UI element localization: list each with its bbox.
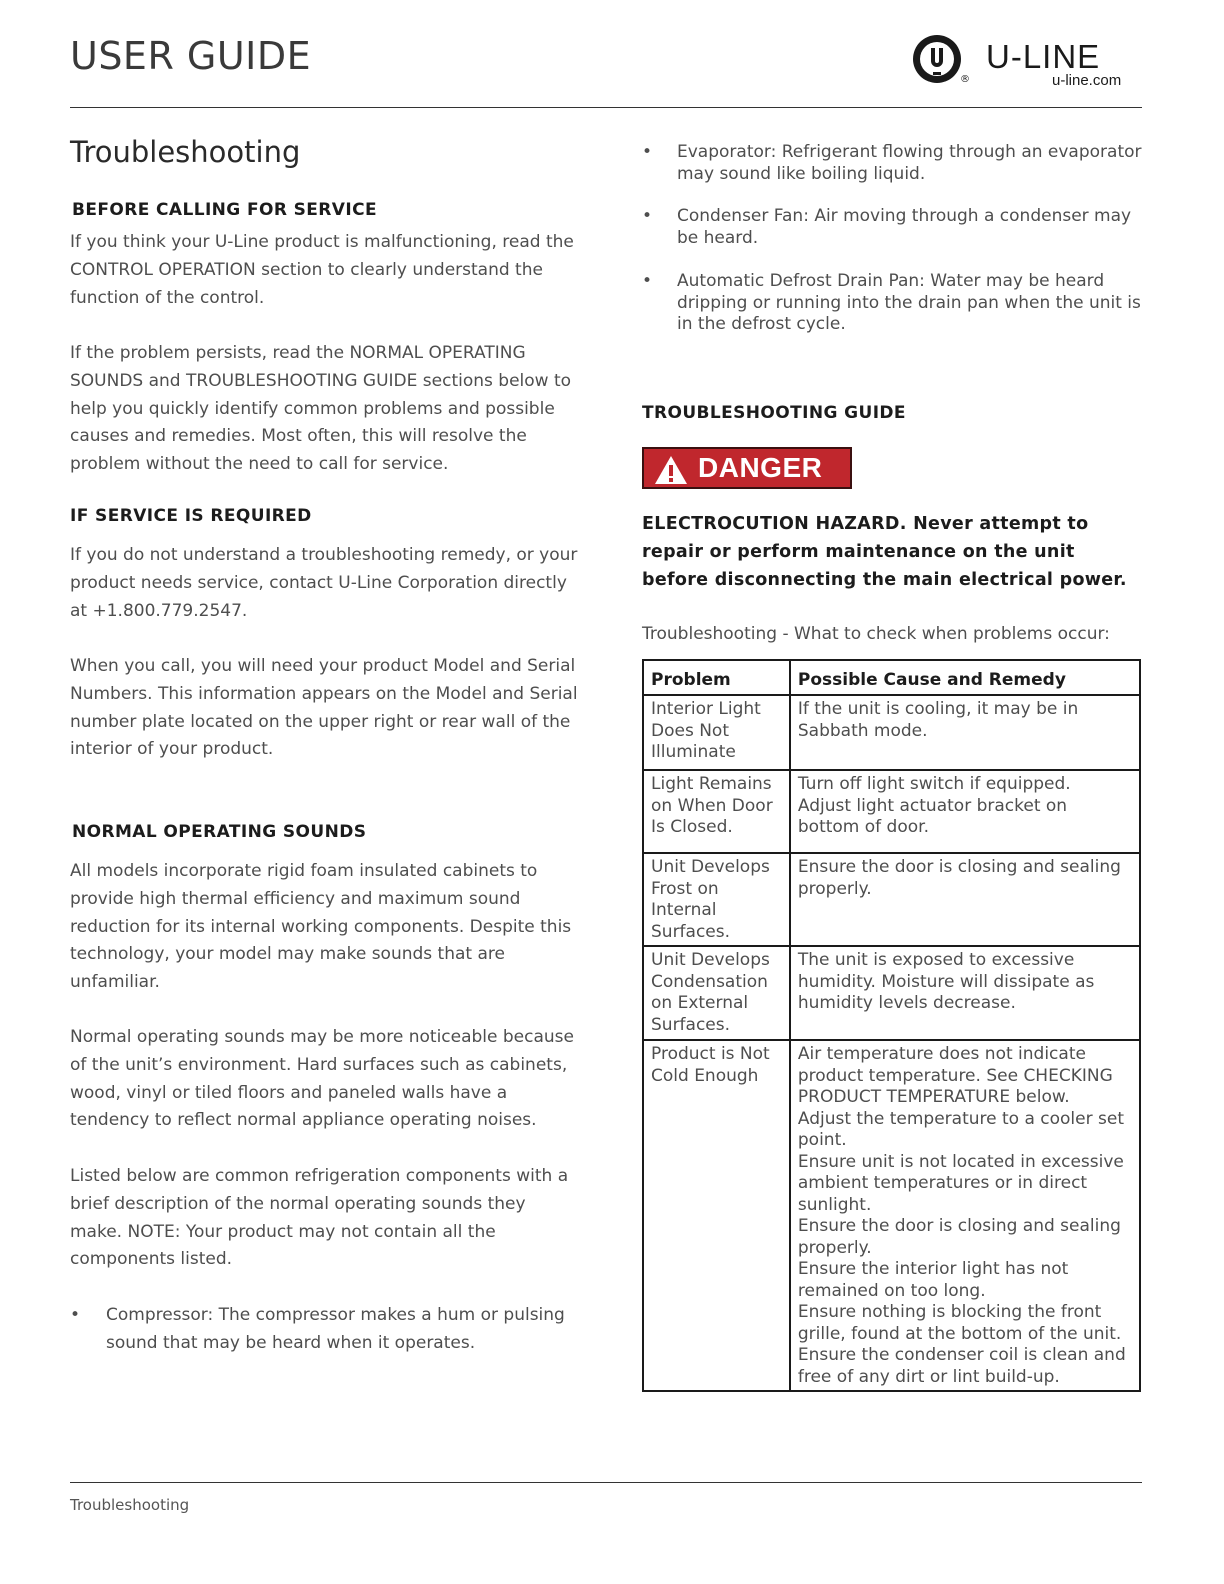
remedy-cell xyxy=(790,853,1140,946)
problem-cell: Unit Develops Frost on Internal Surfaces. xyxy=(643,853,790,946)
remedy-cell xyxy=(790,946,1140,1040)
danger-label: DANGER xyxy=(698,452,823,483)
remedy-line: Adjust light actuator bracket on bottom of door. xyxy=(797,795,1068,837)
remedy-cell xyxy=(790,1040,1140,1391)
bullet-dot: • xyxy=(70,1305,81,1325)
sounds-paragraph-1: All models incorporate rigid foam insulated cabinets to provide high thermal efficiency and maximum sound reduction for its internal working components. Despite this technology, your model may make sounds that are unfamiliar. xyxy=(70,861,572,993)
electrocution-warning: ELECTROCUTION HAZARD. Never attempt to repair or perform maintenance on the unit before disconnecting the main electrical power. xyxy=(642,514,1127,590)
bullet-dot: • xyxy=(642,271,653,291)
before-paragraph-2: If the problem persists, read the NORMAL OPERATING SOUNDS and TROUBLESHOOTING GUIDE sections below to help you quickly identify common problems and possible causes and remedies. Most often, this will resolve the problem without the need to call for service. xyxy=(70,343,572,475)
table-row xyxy=(643,695,1140,770)
remedy-line: Ensure the door is closing and sealing properly. xyxy=(797,857,1121,899)
bullet-text: Evaporator: Refrigerant flowing through an evaporator may sound like boiling liquid. xyxy=(677,142,1142,184)
table-header-row xyxy=(643,660,1140,695)
footer-divider xyxy=(70,1482,1142,1483)
heading-service-required: IF SERVICE IS REQUIRED xyxy=(70,506,312,526)
heading-normal-sounds: NORMAL OPERATING SOUNDS xyxy=(72,822,367,842)
remedy-line: Air temperature does not indicate product temperature. See CHECKING PRODUCT TEMPERATURE below. xyxy=(797,1044,1113,1107)
header-problem: Problem xyxy=(643,660,790,695)
heading-before-calling: BEFORE CALLING FOR SERVICE xyxy=(72,200,377,220)
remedy-line: Ensure unit is not located in excessive ambient temperatures or in direct sunlight. xyxy=(797,1151,1124,1215)
danger-banner xyxy=(642,447,852,489)
service-paragraph-1: If you do not understand a troubleshooting remedy, or your product needs service, contact U-Line Corporation directly at +1.800.779.2547. xyxy=(70,545,578,621)
sounds-paragraph-2: Normal operating sounds may be more noticeable because of the unit’s environment. Hard surfaces such as cabinets, wood, vinyl or tiled floors and paneled walls have a tendency to reflect normal appliance operating noises. xyxy=(70,1027,574,1131)
problem-cell: Product is Not Cold Enough xyxy=(643,1040,790,1391)
logo-wordmark: U-LINE xyxy=(986,38,1101,75)
registered-mark: ® xyxy=(960,74,970,85)
remedy-line: Ensure the door is closing and sealing properly. xyxy=(797,1216,1121,1258)
bullet-text: Automatic Defrost Drain Pan: Water may be heard dripping or running into the drain pan when the unit is in the defrost cycle. xyxy=(677,271,1141,334)
service-paragraph-2: When you call, you will need your product Model and Serial Numbers. This information appears on the Model and Serial number plate located on the upper right or rear wall of the interior of your product. xyxy=(70,656,578,760)
remedy-line: Ensure the interior light has not remained on too long. xyxy=(797,1259,1069,1301)
table-caption: Troubleshooting - What to check when problems occur: xyxy=(642,624,1110,644)
uline-logo xyxy=(912,32,1144,92)
remedy-line: Ensure nothing is blocking the front grille, found at the bottom of the unit. xyxy=(797,1302,1122,1344)
problem-cell: Unit Develops Condensation on External Surfaces. xyxy=(643,946,790,1040)
sounds-paragraph-3: Listed below are common refrigeration components with a brief description of the normal operating sounds they make. NOTE: Your product may not contain all the components listed. xyxy=(70,1166,569,1270)
bullet-dot: • xyxy=(642,142,653,162)
bullet-text: Condenser Fan: Air moving through a condenser may be heard. xyxy=(677,206,1132,248)
remedy-line: Turn off light switch if equipped. xyxy=(797,774,1071,794)
table-row xyxy=(643,946,1140,1040)
warning-triangle-icon xyxy=(654,455,688,485)
bullet-text: Compressor: The compressor makes a hum or pulsing sound that may be heard when it operates. xyxy=(106,1305,565,1353)
section-title: Troubleshooting xyxy=(70,135,301,169)
header-remedy: Possible Cause and Remedy xyxy=(790,660,1140,695)
remedy-cell xyxy=(790,770,1140,853)
header-divider xyxy=(70,107,1142,108)
logo-url[interactable]: u-line.com xyxy=(1052,72,1122,89)
heading-troubleshooting-guide: TROUBLESHOOTING GUIDE xyxy=(642,403,906,423)
table-row xyxy=(643,853,1140,946)
footer-section-label: Troubleshooting xyxy=(70,1496,190,1514)
remedy-cell xyxy=(790,695,1140,770)
page-header-title: USER GUIDE xyxy=(70,34,312,78)
remedy-line: If the unit is cooling, it may be in Sabbath mode. xyxy=(797,699,1079,741)
remedy-line: The unit is exposed to excessive humidity. Moisture will dissipate as humidity levels decrease. xyxy=(797,950,1095,1013)
remedy-line: Ensure the condenser coil is clean and free of any dirt or lint build-up. xyxy=(797,1345,1126,1387)
table-row xyxy=(643,770,1140,853)
problem-cell: Light Remains on When Door Is Closed. xyxy=(643,770,790,853)
troubleshooting-table xyxy=(642,659,1141,1392)
bullet-dot: • xyxy=(642,206,653,226)
uline-emblem-icon xyxy=(912,34,962,84)
problem-cell: Interior Light Does Not Illuminate xyxy=(643,695,790,770)
table-row xyxy=(643,1040,1140,1391)
before-paragraph-1: If you think your U-Line product is malfunctioning, read the CONTROL OPERATION section to clearly understand the function of the control. xyxy=(70,232,574,308)
remedy-line: Adjust the temperature to a cooler set point. xyxy=(797,1108,1124,1150)
